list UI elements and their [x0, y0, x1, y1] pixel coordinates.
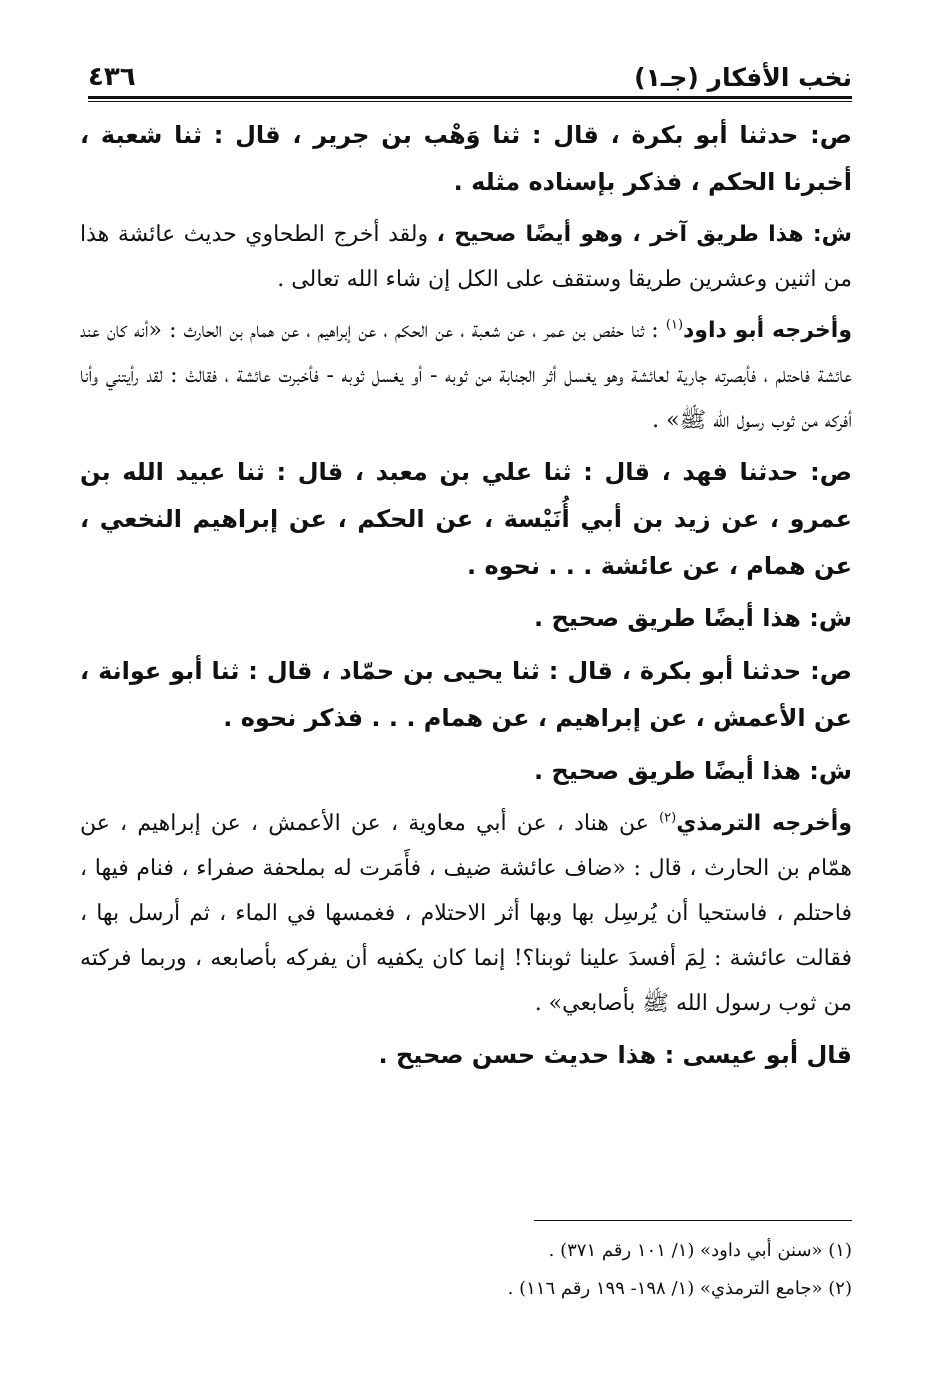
paragraph-lead: ش: هذا طريق آخر ، وهو أيضًا صحيح ،: [436, 221, 852, 247]
page-number: ٤٣٦: [88, 62, 136, 92]
paragraph-lead: وأخرجه الترمذي: [676, 810, 852, 836]
paragraph-text: قال أبو عيسى : هذا حديث حسن صحيح .: [378, 1041, 852, 1070]
main-text: [80, 112, 852, 1085]
footnote: (٢) «جامع الترمذي» (١/ ١٩٨- ١٩٩ رقم ١١٦) .: [507, 1277, 852, 1299]
paragraph-text: عن هناد ، عن أبي معاوية ، عن الأعمش ، عن إبراهيم ، عن همّام بن الحارث ، قال : «ضاف عائشة ضيف ، فأَمَرت له بملحفة صفراء ، فنام فيها ، فاحتلم ، فاستحيا أن يُرسِل بها وبها أثر الاحتلام ، فغمسها في الماء ، ثم أرسل بها ، فقالت عائشة : لِمَ أفسدَ علينا ثوبنا؟! إنما كان يكفيه أن يفركه بأصابعه ، وربما فركته من ثوب رسول الله ﷺ بأصابعي» .: [80, 810, 852, 1017]
paragraph: [80, 212, 852, 302]
paragraph-text: ش: هذا أيضًا طريق صحيح .: [534, 604, 852, 633]
footnote-ref: (١): [665, 317, 684, 333]
paragraph: [80, 1032, 852, 1079]
paragraph-text: ص: حدثنا أبو بكرة ، قال : ثنا يحيى بن حمّاد ، قال : ثنا أبو عوانة ، عن الأعمش ، عن إبراهيم ، عن همام . . . فذكر نحوه .: [80, 657, 852, 733]
footnote-ref: (٢): [659, 810, 677, 826]
footnote-rule: [534, 1220, 852, 1221]
paragraph-text: : ثنا حفص بن عمر ، عن شعبة ، عن الحكم ، عن إبراهيم ، عن همام بن الحارث : «أنه كان عند عائشة فاحتلم ، فأبصرته جارية لعائشة وهو يغسل أثر الجنابة من ثوبه - أو يغسل ثوبه - فأخبرت عائشة ، فقالتْ : لقد رأيتني وأنا أفركه من ثوب رسول الله ﷺ» .: [80, 317, 852, 433]
paragraph: [80, 748, 852, 795]
paragraph: [80, 449, 852, 589]
paragraph: [80, 801, 852, 1026]
footnotes: [152, 1232, 852, 1308]
paragraph-text: ص: حدثنا أبو بكرة ، قال : ثنا وَهْب بن جرير ، قال : ثنا شعبة ، أخبرنا الحكم ، فذكر بإسناده مثله .: [80, 121, 852, 196]
running-title: نخب الأفكار (جـ١): [634, 63, 852, 92]
footnote: (١) «سنن أبي داود» (١/ ١٠١ رقم ٣٧١) .: [548, 1240, 852, 1261]
paragraph-text: ولقد أخرج الطحاوي حديث عائشة هذا من اثنين وعشرين طريقا وستقف على الكل إن شاء الله تعالى .: [80, 221, 852, 292]
paragraph: [80, 595, 852, 642]
page-header: [88, 52, 852, 92]
paragraph: [80, 648, 852, 742]
paragraph-text: ش: هذا أيضًا طريق صحيح .: [534, 756, 852, 785]
paragraph-text: ص: حدثنا فهد ، قال : ثنا علي بن معبد ، قال : ثنا عبيد الله بن عمرو ، عن زيد بن أبي أُنَيْسة ، عن الحكم ، عن إبراهيم النخعي ، عن همام ، عن عائشة . . . نحوه .: [80, 458, 852, 580]
header-rule-thin: [88, 101, 852, 102]
paragraph-lead: وأخرجه أبو داود: [683, 317, 852, 343]
paragraph: [80, 308, 852, 443]
header-rule-thick: [88, 96, 852, 99]
paragraph: [80, 112, 852, 206]
